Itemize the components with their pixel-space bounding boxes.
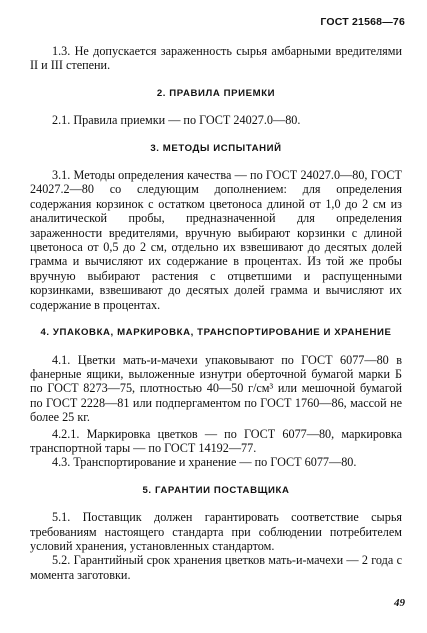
section-heading-5: 5. ГАРАНТИИ ПОСТАВЩИКА bbox=[142, 484, 290, 496]
document-header: ГОСТ 21568—76 bbox=[320, 16, 405, 28]
paragraph-4-2-1: 4.2.1. Маркировка цветков — по ГОСТ 6077—80, маркировка транспортной тары — по ГОСТ 14192—77. bbox=[30, 426, 402, 455]
section-heading-4: 4. УПАКОВКА, МАРКИРОВКА, ТРАНСПОРТИРОВАНИЕ И ХРАНЕНИЕ bbox=[40, 327, 392, 339]
paragraph-5-2: 5.2. Гарантийный срок хранения цветков мать-и-мачехи — 2 года с момента заготовки. bbox=[30, 553, 402, 582]
paragraph-3-1: 3.1. Методы определения качества — по ГОСТ 24027.0—80, ГОСТ 24027.2—80 со следующим дополнением: для определения содержания корзинок с остатком цветоноса длиной от 1,0 до 2 см из аналитической пробы, предназначенной для определения зараженности вредителями, вручную выбирают корзинки с длиной цветоноса от 0,5 до 2 см, отдельно их взвешивают до десятых долей грамма и вычисляют их содержание в процентах. Из той же пробы вручную выбирают растения с отцветшими и распущенными корзинками, взвешивают до десятых долей грамма и вычисляют их содержание в процентах. bbox=[30, 168, 402, 312]
document-body bbox=[30, 44, 402, 582]
paragraph-5-1: 5.1. Поставщик должен гарантировать соответствие сырья требованиям настоящего стандарта при соблюдении потребителем условий хранения, установленных стандартом. bbox=[30, 510, 402, 553]
section-heading-3: 3. МЕТОДЫ ИСПЫТАНИЙ bbox=[150, 142, 282, 154]
paragraph-2-1: 2.1. Правила приемки — по ГОСТ 24027.0—80. bbox=[52, 113, 301, 128]
paragraph-4-1: 4.1. Цветки мать-и-мачехи упаковывают по ГОСТ 6077—80 в фанерные ящики, выложенные изнутри оберточной бумагой марки Б по ГОСТ 8273—75, плотностью 40—50 г/см³ или мешочной бумагой по ГОСТ 2228—81 или подпергаментом по ГОСТ 1760—86, массой не более 25 кг. bbox=[30, 352, 402, 425]
page-number: 49 bbox=[394, 597, 405, 609]
section-heading-2: 2. ПРАВИЛА ПРИЕМКИ bbox=[156, 87, 276, 99]
paragraph-1-3: 1.3. Не допускается зараженность сырья амбарными вредителями II и III степени. bbox=[30, 44, 402, 73]
paragraph-4-3: 4.3. Транспортирование и хранение — по ГОСТ 6077—80. bbox=[52, 455, 357, 470]
